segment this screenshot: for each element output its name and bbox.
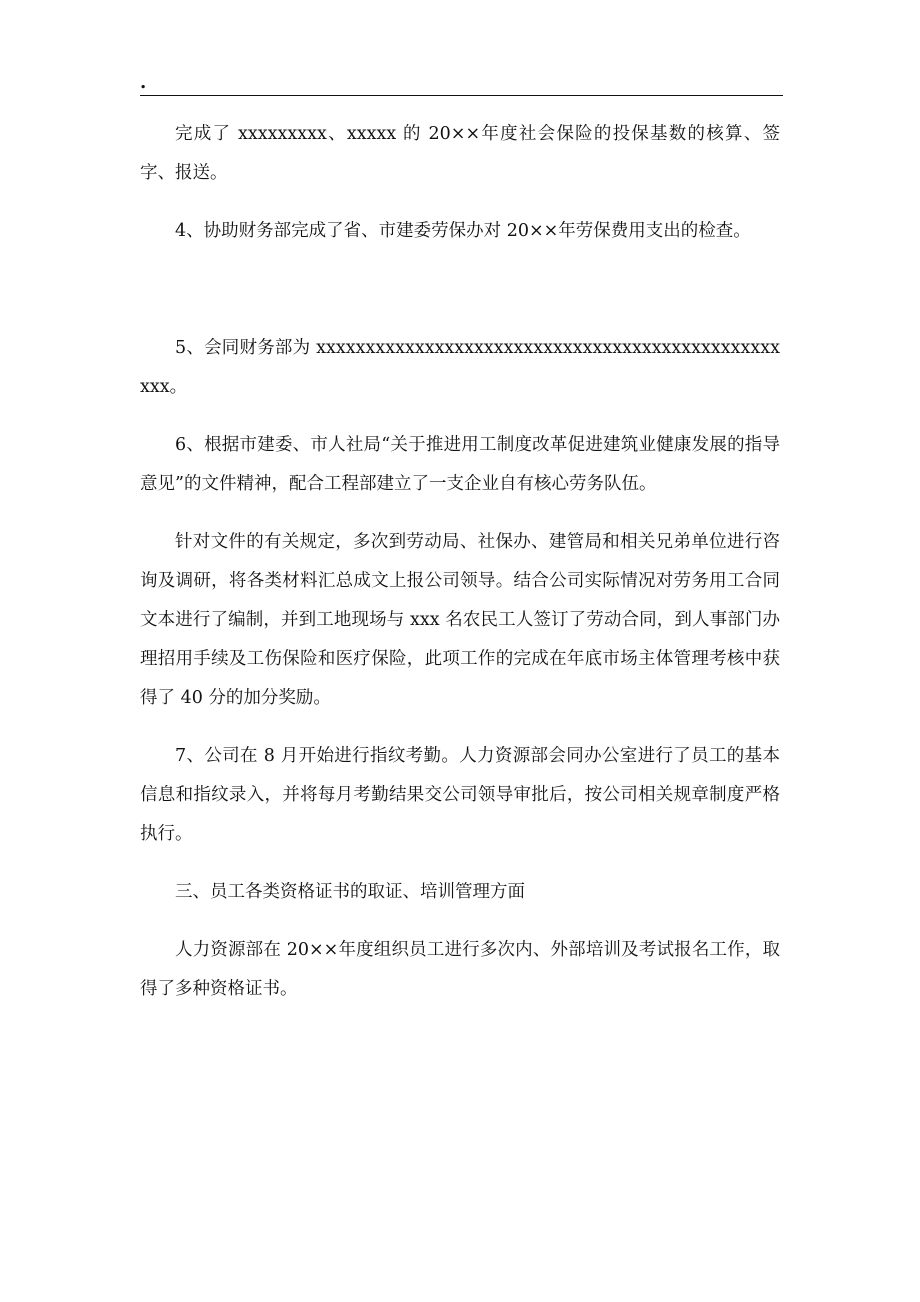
paragraph-item-6: 6、根据市建委、市人社局“关于推进用工制度改革促进建筑业健康发展的指导意见”的文件精神，配合工程部建立了一支企业自有核心劳务队伍。: [140, 435, 780, 494]
paragraph-training: 人力资源部在 20××年度组织员工进行多次内、外部培训及考试报名工作，取得了多种资格证书。: [140, 940, 780, 999]
paragraph-labor-contract: 针对文件的有关规定，多次到劳动局、社保办、建管局和相关兄弟单位进行咨询及调研，将各类材料汇总成文上报公司领导。结合公司实际情况对劳务用工合同文本进行了编制，并到工地现场与 xxx 名农民工人签订了劳动合同，到人事部门办理招用手续及工伤保险和医疗保险，此项工作的完成在年底市场主体管理考核中获得了 40 分的加分奖励。: [140, 532, 780, 708]
paragraph-item-5: 5、会同财务部为 xxxxxxxxxxxxxxxxxxxxxxxxxxxxxxxxxxxxxxxxxxxxxxxxxx。: [140, 338, 780, 397]
paragraph-social-insurance: 完成了 xxxxxxxxx、xxxxx 的 20××年度社会保险的投保基数的核算、签字、报送。: [140, 124, 780, 183]
document-body: [140, 115, 780, 1009]
paragraph-item-4: 4、协助财务部完成了省、市建委劳保办对 20××年劳保费用支出的检查。: [175, 221, 751, 241]
header-rule: [140, 95, 783, 96]
paragraph-item-7: 7、公司在 8 月开始进行指纹考勤。人力资源部会同办公室进行了员工的基本信息和指纹录入，并将每月考勤结果交公司领导审批后，按公司相关规章制度严格执行。: [140, 746, 780, 844]
header-mark: .: [140, 72, 147, 93]
section-heading-3: 三、员工各类资格证书的取证、培训管理方面: [175, 882, 525, 902]
